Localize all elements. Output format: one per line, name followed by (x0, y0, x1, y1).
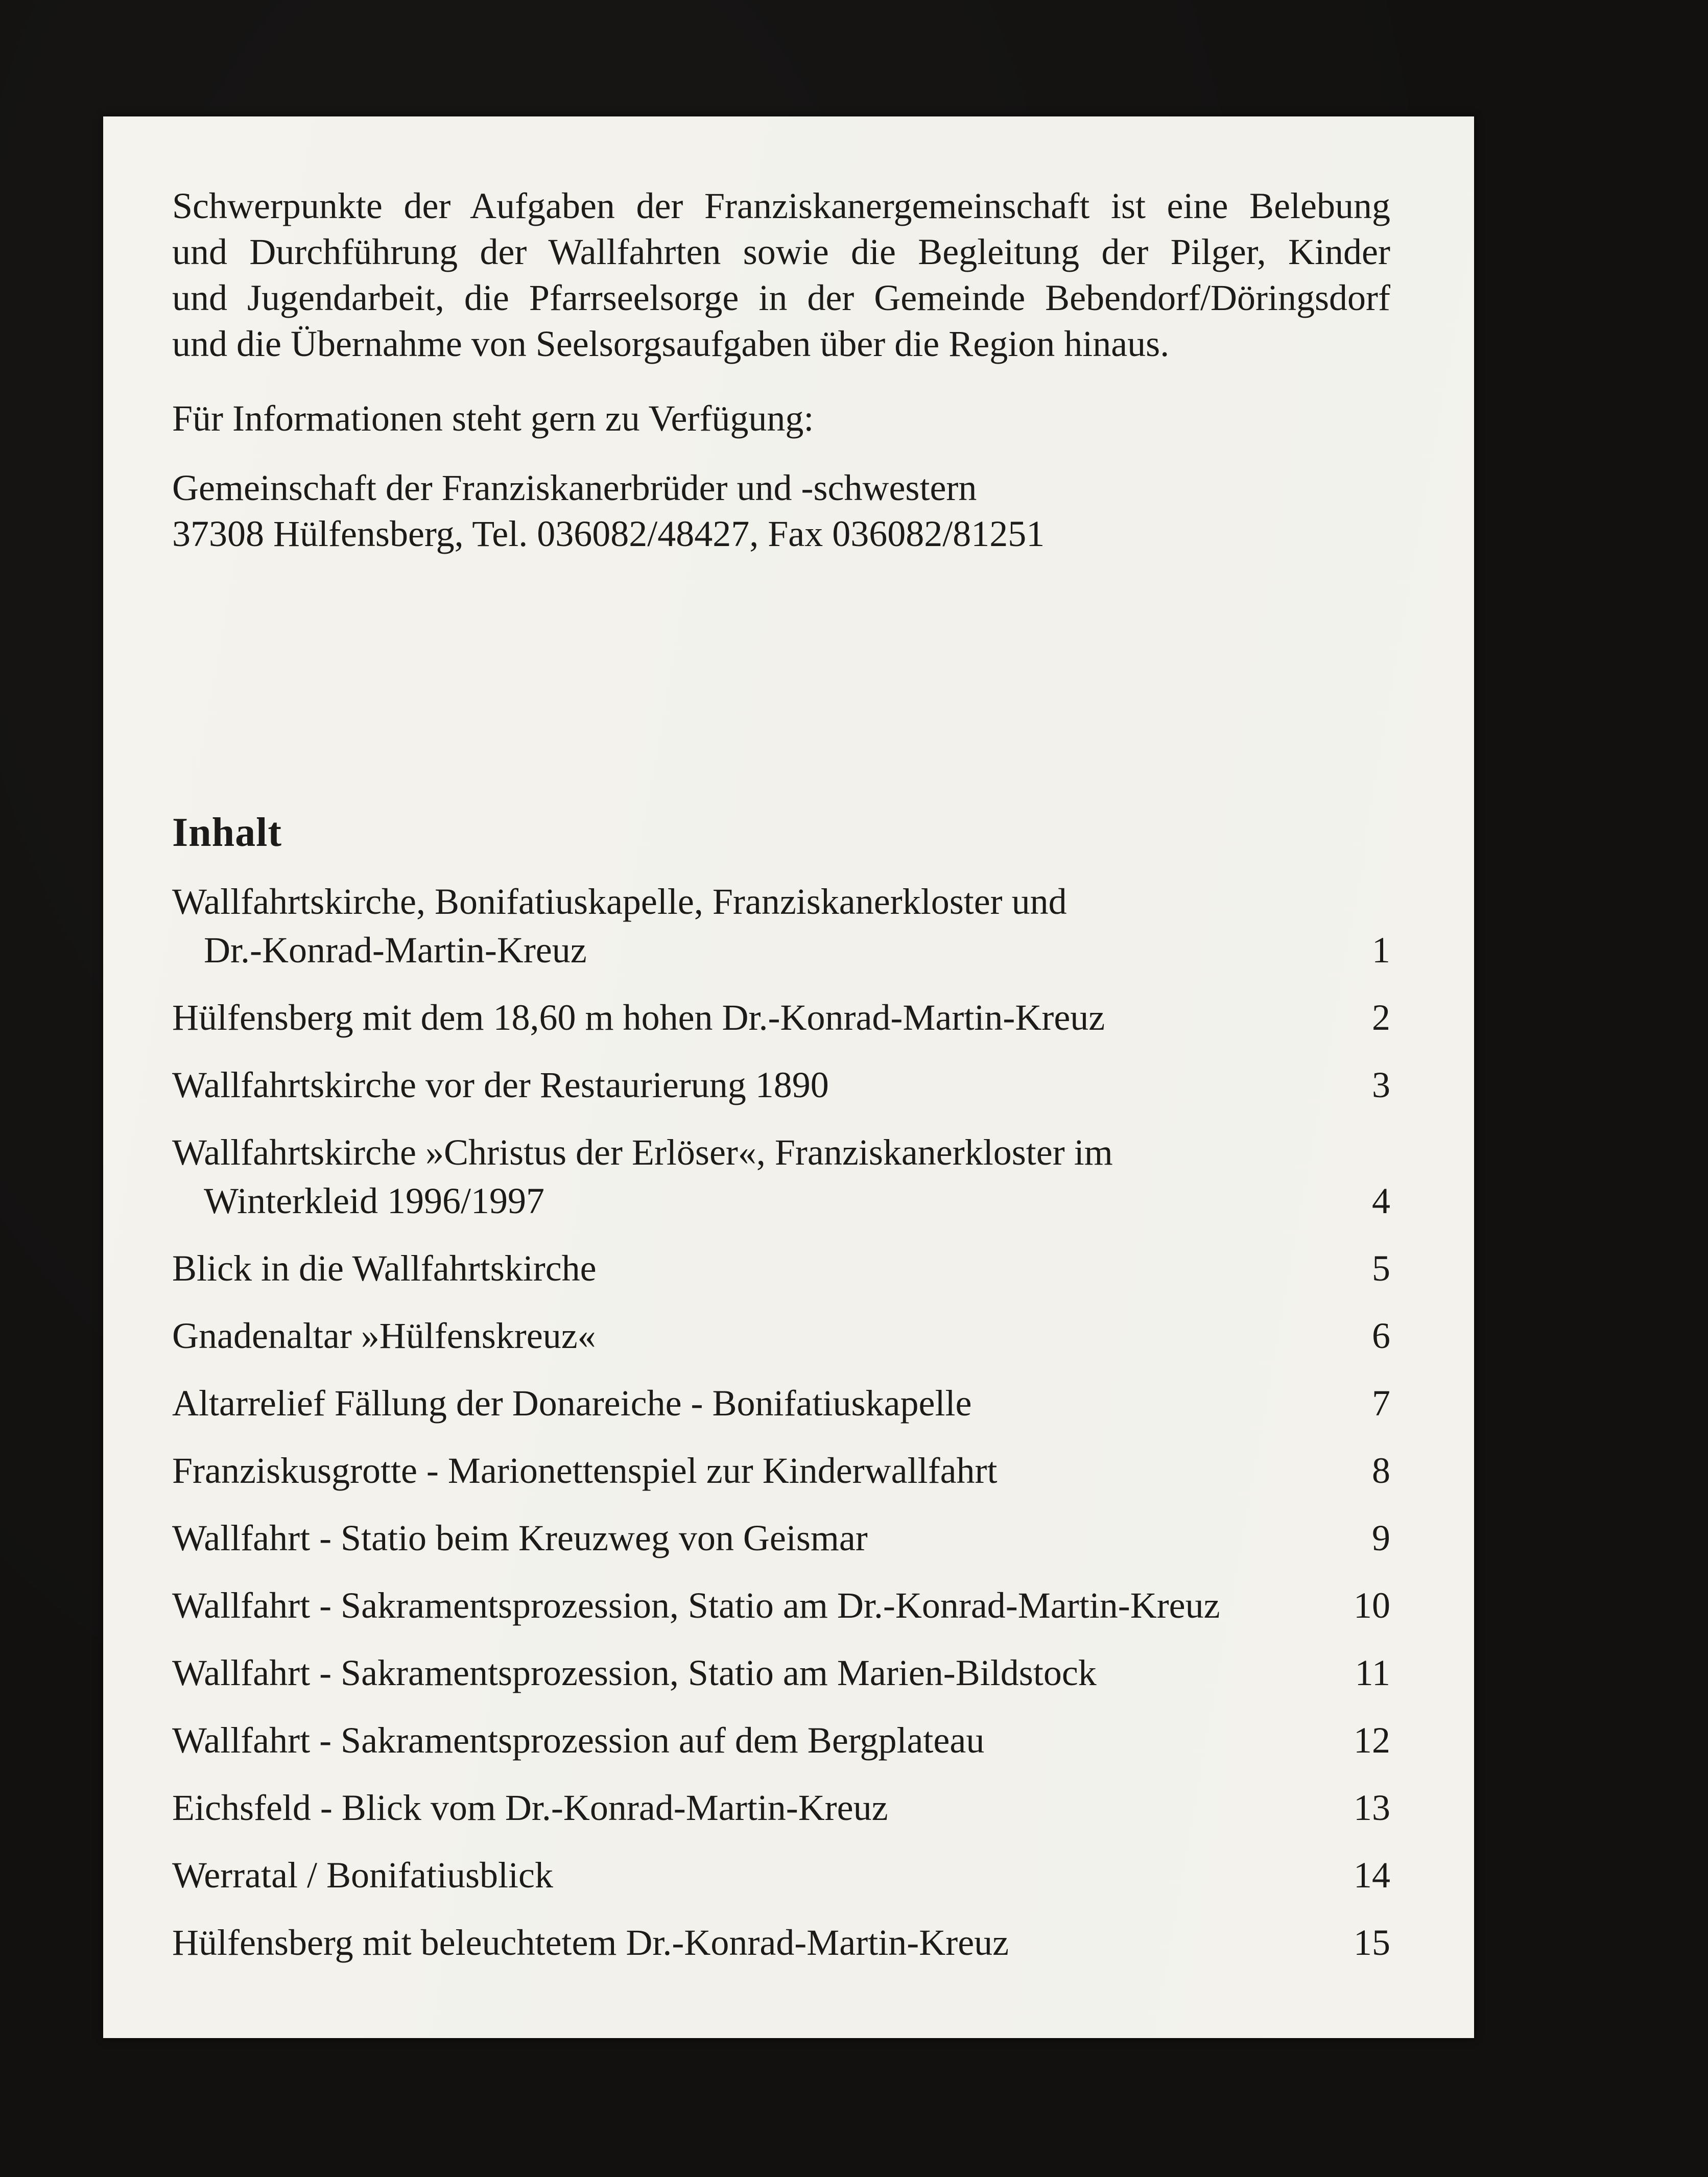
toc-item-page-number: 13 (1354, 1787, 1390, 1828)
page-content (172, 116, 1390, 1967)
toc-item-title-line: Wallfahrt - Sakramentsprozession, Statio am Dr.-Konrad-Martin-Kreuz (172, 1585, 1220, 1626)
intro-paragraph-line: und Jugendarbeit, die Pfarrseelsorge in der Gemeinde Bebendorf/Döringsdorf (172, 277, 1390, 318)
toc-item-page-number: 15 (1354, 1922, 1390, 1963)
address-block (172, 465, 1390, 557)
toc-item-title (172, 1447, 1321, 1495)
toc-item-title (172, 1581, 1321, 1630)
toc-item-title-line: Dr.-Konrad-Martin-Kreuz (204, 930, 587, 971)
toc-item (172, 1379, 1390, 1428)
toc-item-page-number: 8 (1372, 1450, 1390, 1491)
toc-item-title-line: Eichsfeld - Blick vom Dr.-Konrad-Martin-Kreuz (172, 1787, 888, 1828)
toc-item-title-line: Wallfahrt - Sakramentsprozession auf dem Bergplateau (172, 1720, 985, 1761)
toc-item (172, 1851, 1390, 1900)
toc-item (172, 1128, 1390, 1225)
toc-list (172, 878, 1390, 1967)
intro-paragraph-line: und die Übernahme von Seelsorgsaufgaben über die Region hinaus. (172, 323, 1170, 364)
toc-item-title (172, 993, 1321, 1042)
toc-item-page-number: 12 (1354, 1720, 1390, 1761)
toc-item-title-line: Wallfahrtskirche »Christus der Erlöser«, Franziskanerkloster im (172, 1132, 1113, 1173)
toc-item (172, 878, 1390, 975)
toc-item-title-line: Franziskusgrotte - Marionettenspiel zur Kinderwallfahrt (172, 1450, 998, 1491)
toc-item-page-number: 5 (1372, 1248, 1390, 1289)
scanned-page (103, 116, 1474, 2038)
toc-item-title (172, 1244, 1321, 1293)
toc-item (172, 1244, 1390, 1293)
toc-item-title-line: Winterkleid 1996/1997 (204, 1180, 544, 1221)
address-line-organization: Gemeinschaft der Franziskanerbrüder und -schwestern (172, 467, 977, 508)
toc-item-title (172, 1061, 1321, 1109)
toc-item (172, 1447, 1390, 1495)
toc-item-title-line: Werratal / Bonifatiusblick (172, 1855, 553, 1896)
toc-item-title (172, 878, 1321, 975)
toc-item-title (172, 1312, 1321, 1360)
toc-item (172, 1312, 1390, 1360)
toc-item (172, 1716, 1390, 1765)
intro-paragraph-line: Schwerpunkte der Aufgaben der Franziskanergemeinschaft ist eine Belebung (172, 185, 1390, 226)
info-line: Für Informationen steht gern zu Verfügung: (172, 398, 814, 439)
toc-item-title-line: Wallfahrtskirche, Bonifatiuskapelle, Franziskanerkloster und (172, 881, 1067, 922)
toc-item (172, 1919, 1390, 1967)
intro-paragraph-line: und Durchführung der Wallfahrten sowie die Begleitung der Pilger, Kinder (172, 231, 1390, 272)
toc-item-page-number: 1 (1372, 930, 1390, 971)
toc-item-title-line: Wallfahrt - Sakramentsprozession, Statio am Marien-Bildstock (172, 1652, 1097, 1693)
toc-item-title (172, 1514, 1321, 1563)
toc-item-title (172, 1649, 1321, 1697)
toc-item-title-line: Blick in die Wallfahrtskirche (172, 1248, 597, 1289)
toc-item (172, 1581, 1390, 1630)
toc-item-title-line: Hülfensberg mit beleuchtetem Dr.-Konrad-Martin-Kreuz (172, 1922, 1009, 1963)
toc-item-page-number: 10 (1354, 1585, 1390, 1626)
toc-item-title-line: Altarrelief Fällung der Donareiche - Bonifatiuskapelle (172, 1383, 972, 1424)
toc-item-page-number: 6 (1372, 1315, 1390, 1356)
toc-item (172, 1061, 1390, 1109)
toc-item-title (172, 1851, 1321, 1900)
toc-heading: Inhalt (172, 810, 282, 855)
toc-item-title-line: Wallfahrt - Statio beim Kreuzweg von Geismar (172, 1518, 868, 1558)
toc-item-page-number: 4 (1372, 1180, 1390, 1221)
toc-item (172, 993, 1390, 1042)
address-line-contact: 37308 Hülfensberg, Tel. 036082/48427, Fax 036082/81251 (172, 513, 1045, 554)
toc-item-title (172, 1379, 1321, 1428)
toc-item-page-number: 14 (1354, 1855, 1390, 1896)
toc-item-title (172, 1128, 1321, 1225)
toc-item-title-line: Gnadenaltar »Hülfenskreuz« (172, 1315, 596, 1356)
toc-item-page-number: 11 (1355, 1652, 1390, 1693)
toc-item-page-number: 9 (1372, 1518, 1390, 1558)
toc-item-page-number: 2 (1372, 997, 1390, 1038)
toc-item-page-number: 3 (1372, 1064, 1390, 1105)
toc-item (172, 1649, 1390, 1697)
toc-item-title (172, 1784, 1321, 1832)
toc-item (172, 1784, 1390, 1832)
toc-item (172, 1514, 1390, 1563)
toc-item-title-line: Hülfensberg mit dem 18,60 m hohen Dr.-Konrad-Martin-Kreuz (172, 997, 1105, 1038)
toc-item-title (172, 1716, 1321, 1765)
toc-item-title (172, 1919, 1321, 1967)
toc-item-title-line: Wallfahrtskirche vor der Restaurierung 1890 (172, 1064, 829, 1105)
intro-paragraph (172, 116, 1390, 367)
toc-item-page-number: 7 (1372, 1383, 1390, 1424)
